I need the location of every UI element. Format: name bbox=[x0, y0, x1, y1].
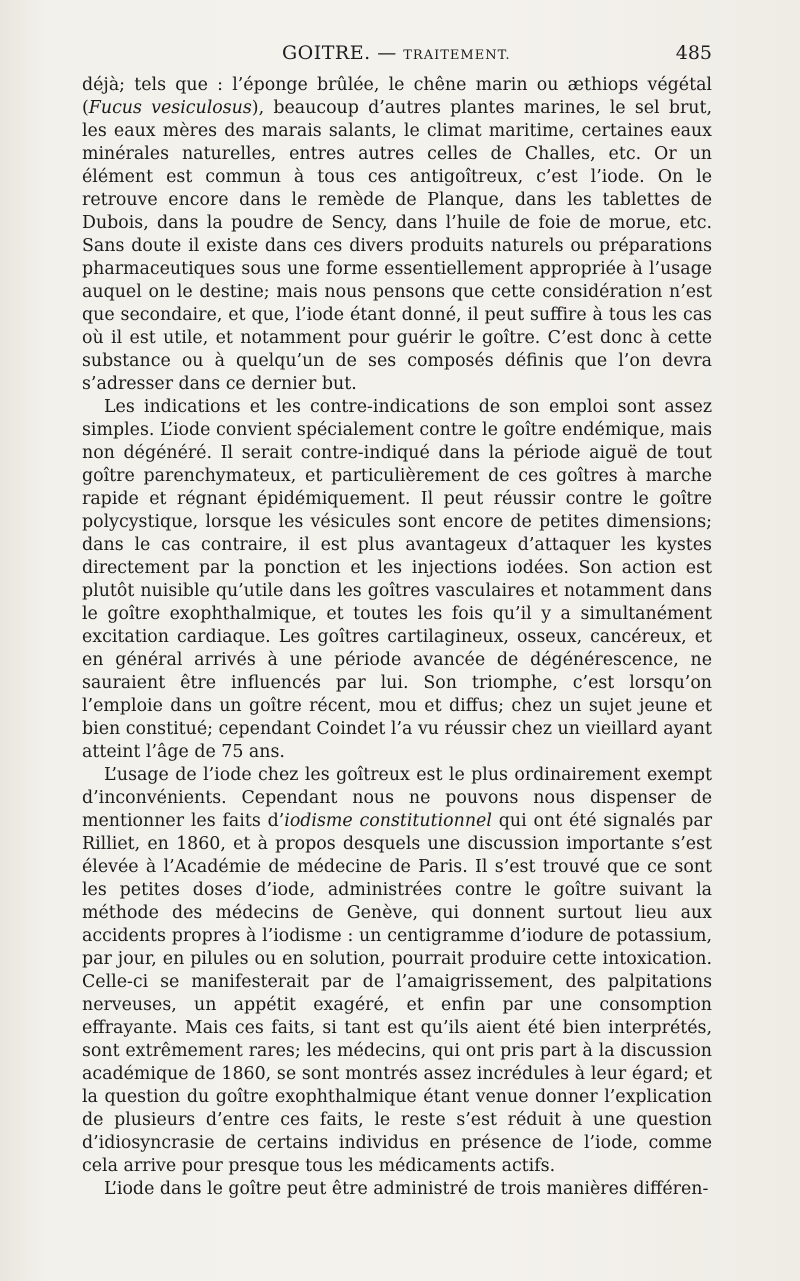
paragraph-1-part-b: ), beaucoup d’autres plantes marines, le sel brut, les eaux mères des marais salants, le climat maritime, certaines eaux minérales naturelles, entres autres celles de Challes, etc. Or un élément est commun à tous ces antigoîtreux, c’est l’iode. On le retrouve encore dans le remède de Planque, dans les tablettes de Dubois, dans la poudre de Sency, dans l’huile de foie de morue, etc. Sans doute il existe dans ces divers produits naturels ou préparations pharmaceutiques sous une forme essentiellement appropriée à l’usage auquel on le destine; mais nous pensons que cette considération n’est que secondaire, et que, l’iode étant donné, il peut suffire à tous les cas où il est utile, et notamment pour guérir le goître. C’est donc à cette substance ou à quelqu’un de ses composés définis que l’on devra s’adresser dans ce dernier but. bbox=[82, 98, 712, 394]
paragraph-1 bbox=[82, 74, 712, 396]
paragraph-4: L’iode dans le goître peut être administré de trois manières différen- bbox=[104, 1179, 709, 1199]
body-text bbox=[82, 74, 712, 1201]
paragraph-3-part-a: L’usage de l’iode chez les goîtreux est le plus ordinairement exempt d’inconvénients. Cependant nous ne pouvons nous dispenser de mentionner les faits d’ bbox=[82, 765, 712, 831]
paragraph-1-part-a: déjà; tels que : l’éponge brûlée, le chêne marin ou æthiops végétal ( bbox=[82, 75, 712, 118]
page-number: 485 bbox=[675, 42, 712, 64]
running-title-sub: TRAITEMENT. bbox=[403, 48, 511, 63]
paragraph-3-part-b: qui ont été signalés par Rilliet, en 1860, et à propos desquels une discussion importante s’est élevée à l’Académie de médecine de Paris. Il s’est trouvé que ce sont les petites doses d’iode, administrées contre le goître suivant la méthode des médecins de Genève, qui donnent surtout lieu aux accidents propres à l’iodisme : un centigramme d’iodure de potassium, par jour, en pilules ou en solution, pourrait produire cette intoxication. Celle-ci se manifesterait par de l’amaigrissement, des palpitations nerveuses, un appétit exagéré, et enfin par une consomption effrayante. Mais ces faits, si tant est qu’ils aient été bien interprétés, sont extrêmement rares; les médecins, qui ont pris part à la discussion académique de 1860, se sont montrés assez incrédules à leur égard; et la question du goître exophthalmique étant venue donner l’explication de plusieurs d’entre ces faits, le reste s’est réduit à une question d’idiosyncrasie de certains individus en présence de l’iode, comme cela arrive pour presque tous les médicaments actifs. bbox=[82, 811, 713, 1176]
running-title-main: GOITRE. bbox=[282, 42, 371, 64]
running-title-separator: — bbox=[370, 42, 404, 64]
paragraph-1-italic: Fucus vesiculosus bbox=[88, 98, 252, 118]
paragraph-3 bbox=[82, 764, 712, 1178]
running-header bbox=[82, 42, 712, 70]
paragraph-2: Les indications et les contre-indications de son emploi sont assez simples. L’iode convient spécialement contre le goître endémique, mais non dégénéré. Il serait contre-indiqué dans la période aiguë de tout goître parenchymateux, et particulièrement de ces goîtres à marche rapide et régnant épidémiquement. Il peut réussir contre le goître polycystique, lorsque les vésicules sont encore de petites dimensions; dans le cas contraire, il est plus avantageux d’attaquer les kystes directement par la ponction et les injections iodées. Son action est plutôt nuisible qu’utile dans les goîtres vasculaires et notamment dans le goître exophthalmique, et toutes les fois qu’il y a simultanément excitation cardiaque. Les goîtres cartilagineux, osseux, cancéreux, et en général arrivés à une période avancée de dégénérescence, ne sauraient être influencés par lui. Son triomphe, c’est lorsqu’on l’emploie dans un goître récent, mou et diffus; chez un sujet jeune et bien constitué; cependant Coindet l’a vu réussir chez un vieillard ayant atteint l’âge de 75 ans. bbox=[82, 397, 712, 762]
paragraph-3-italic: iodisme constitutionnel bbox=[284, 811, 492, 831]
running-title bbox=[282, 42, 510, 64]
